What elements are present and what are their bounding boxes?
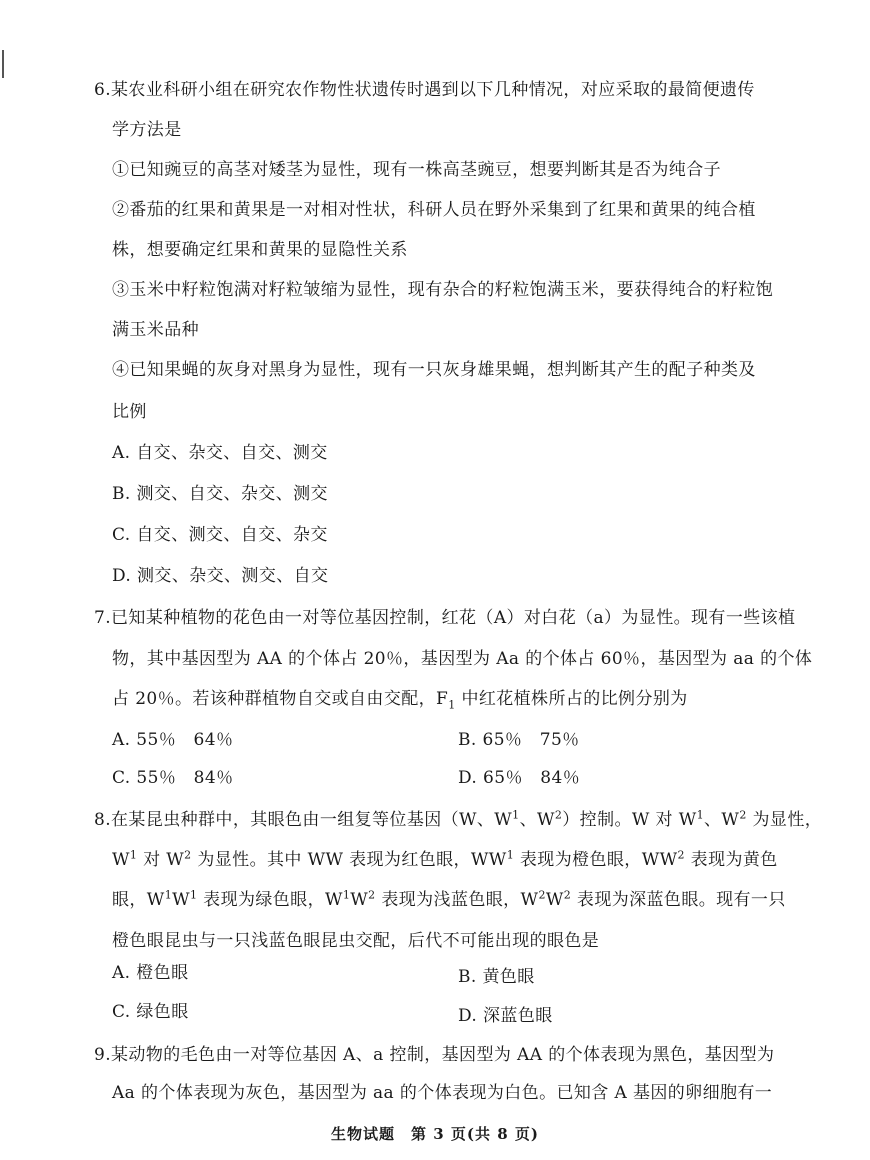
q6-item-2-line-2: 株，想要确定红果和黄果的显隐性关系 bbox=[112, 240, 408, 260]
q7-stem-line-1: 7.已知某种植物的花色由一对等位基因控制，红花（A）对白花（a）为显性。现有一些该植 bbox=[94, 608, 796, 628]
q6-item-1: ①已知豌豆的高茎对矮茎为显性，现有一株高茎豌豆，想要判断其是否为纯合子 bbox=[112, 160, 721, 180]
q8-stem-line-3: 眼，$W^1W^1$ 表现为绿色眼，$W^1W^2$ 表现为浅蓝色眼，$W^2W^2$ 表现为深蓝色眼。现有一只 bbox=[112, 888, 786, 910]
q6-option-d: D. 测交、杂交、测交、自交 bbox=[112, 566, 329, 586]
q6-item-2-line-1: ②番茄的红果和黄果是一对相对性状，科研人员在野外采集到了红果和黄果的纯合植 bbox=[112, 200, 756, 220]
q7-stem-line-2: 物，其中基因型为 AA 的个体占 20％，基因型为 Aa 的个体占 60％，基因型为 aa 的个体 bbox=[112, 649, 813, 669]
q8-stem-line-2: $W^1$ 对 $W^2$ 为显性。其中 WW 表现为红色眼，$WW^1$ 表现为橙色眼，$WW^2$ 表现为黄色 bbox=[112, 848, 778, 870]
q6-item-4-line-1: ④已知果蝇的灰身对黑身为显性，现有一只灰身雄果蝇，想判断其产生的配子种类及 bbox=[112, 360, 756, 380]
q7-stem-line-3: 占 20％。若该种群植物自交或自由交配，$F_1$ 中红花植株所占的比例分别为 bbox=[112, 689, 688, 712]
q6-item-4-line-2: 比例 bbox=[112, 402, 147, 422]
q6-option-b: B. 测交、自交、杂交、测交 bbox=[112, 484, 328, 504]
q8-stem-line-4: 橙色眼昆虫与一只浅蓝色眼昆虫交配，后代不可能出现的眼色是 bbox=[112, 931, 600, 951]
q8-option-b: B. 黄色眼 bbox=[458, 967, 535, 987]
q6-stem-line-2: 学方法是 bbox=[112, 120, 182, 140]
q8-option-d: D. 深蓝色眼 bbox=[458, 1006, 553, 1026]
q6-item-3-line-1: ③玉米中籽粒饱满对籽粒皱缩为显性，现有杂合的籽粒饱满玉米，要获得纯合的籽粒饱 bbox=[112, 280, 774, 300]
q8-option-a: A. 橙色眼 bbox=[112, 963, 189, 983]
q9-stem-line-1: 9.某动物的毛色由一对等位基因 A、a 控制，基因型为 AA 的个体表现为黑色，基因型为 bbox=[94, 1045, 775, 1065]
q7-option-a: A. 55％ 64％ bbox=[112, 730, 234, 750]
q8-option-c: C. 绿色眼 bbox=[112, 1002, 189, 1022]
page-footer: 生物试题 第 3 页(共 8 页) bbox=[331, 1125, 539, 1143]
q8-stem-line-1: 8.在某昆虫种群中，其眼色由一组复等位基因（W、$W^1$、$W^2$）控制。W 对 $W^1$、$W^2$ 为显性， bbox=[94, 808, 823, 830]
q9-stem-line-2: Aa 的个体表现为灰色，基因型为 aa 的个体表现为白色。已知含 A 基因的卵细胞有一 bbox=[112, 1083, 773, 1103]
q7-option-c: C. 55％ 84％ bbox=[112, 768, 234, 788]
q6-option-a: A. 自交、杂交、自交、测交 bbox=[112, 443, 328, 463]
q6-stem-line-1: 6.某农业科研小组在研究农作物性状遗传时遇到以下几种情况，对应采取的最简便遗传 bbox=[94, 80, 755, 100]
q6-option-c: C. 自交、测交、自交、杂交 bbox=[112, 525, 328, 545]
q7-option-d: D. 65％ 84％ bbox=[458, 768, 581, 788]
q7-option-b: B. 65％ 75％ bbox=[458, 730, 580, 750]
q6-item-3-line-2: 满玉米品种 bbox=[112, 320, 199, 340]
scan-edge-mark bbox=[2, 50, 4, 78]
